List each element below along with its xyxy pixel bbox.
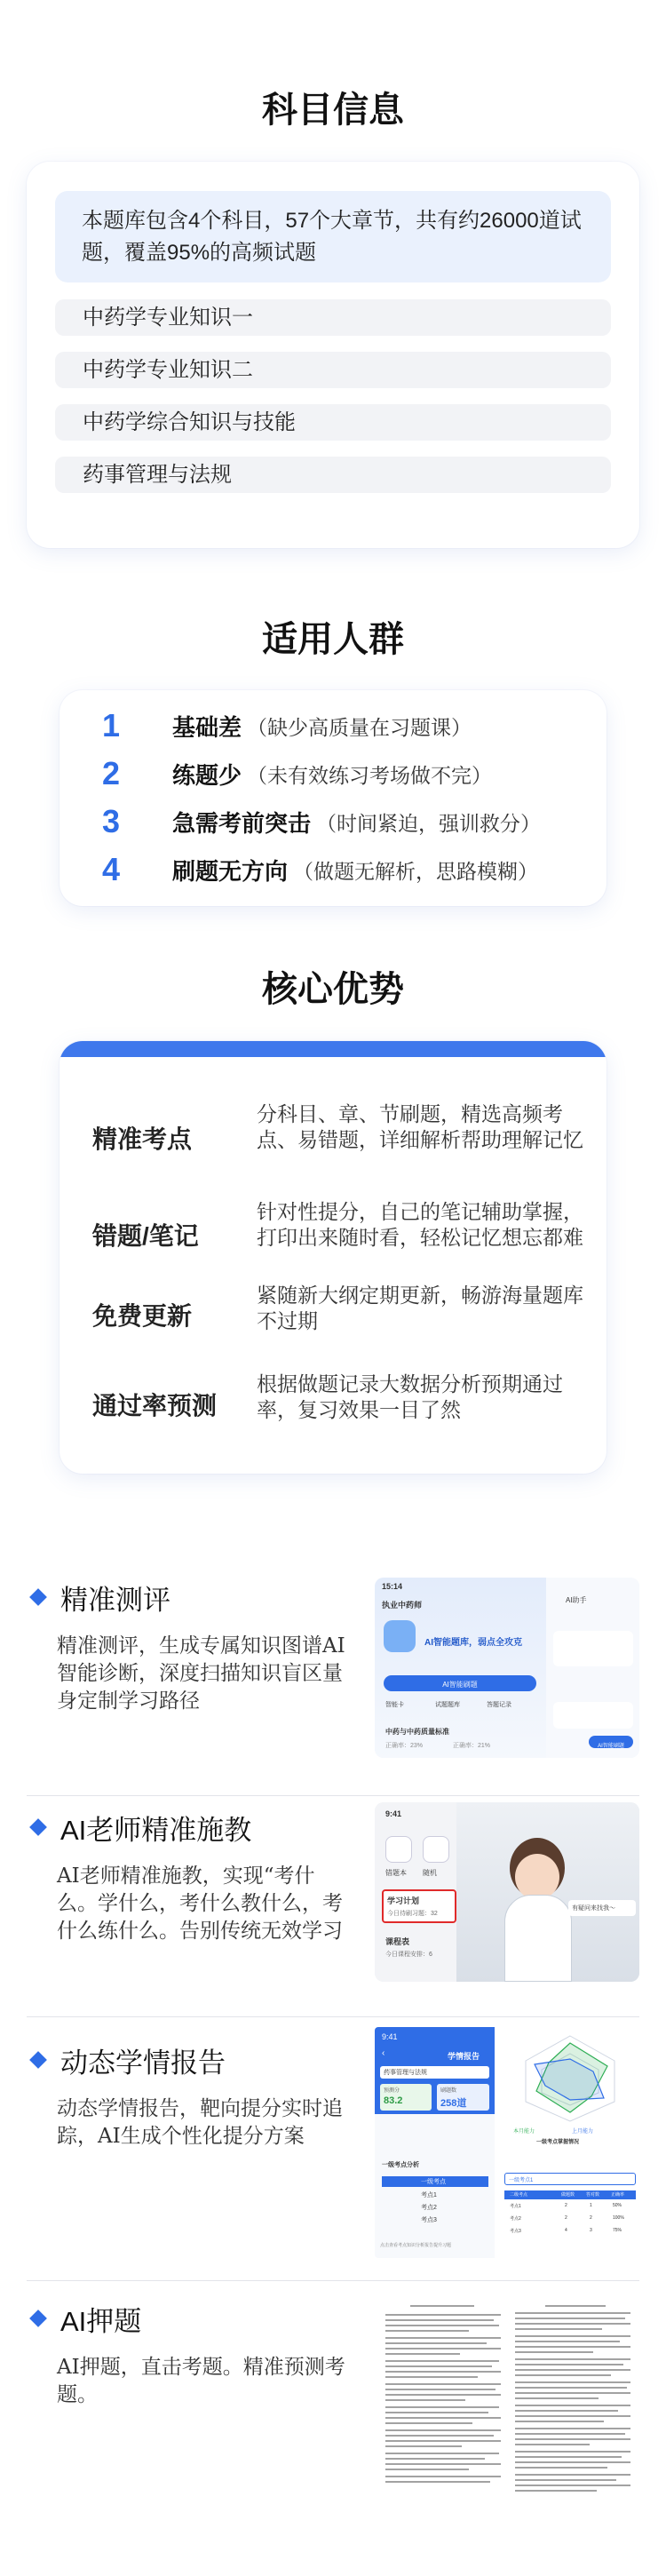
ai-teacher-panel (456, 1802, 639, 1982)
feature-name: 精准测评 (60, 1584, 170, 1616)
speech-bubble: 有疑问来找我～ (568, 1900, 636, 1916)
audience-heading: 急需考前突击 (172, 809, 312, 837)
mastery-row[interactable]: 考点1 2 1 50% (510, 2203, 622, 2209)
feature-description: 动态学情报告，靶向提分实时追踪，AI生成个性化提分方案 (57, 2097, 343, 2148)
diamond-bullet-icon (29, 1588, 47, 1606)
audience-heading: 基础差 (172, 713, 242, 741)
tile-label: 错题本 (385, 1869, 407, 1877)
feature-description: AI押题，直击考题。精准预测考题。 (57, 2356, 345, 2406)
report-title: 学情报告 (448, 2052, 480, 2061)
phone-screen (375, 1802, 456, 1982)
topic-select[interactable]: 一级考点1 (504, 2173, 636, 2185)
feature-description: AI老师精准施教，实现“考什么。学什么，考什么教什么，考什么练什么。告别传统无效学习 (57, 1864, 343, 1943)
chip[interactable]: 智能卡 (385, 1702, 404, 1708)
stat: 正确率：21% (453, 1743, 491, 1749)
robot-icon (384, 1620, 416, 1652)
subject-item[interactable]: 药事管理与法规 (55, 457, 611, 493)
advantage-name: 精准考点 (92, 1125, 193, 1153)
tile-label: 随机 (423, 1869, 437, 1877)
audience-number: 2 (102, 755, 121, 791)
random-icon[interactable] (423, 1836, 449, 1863)
course-subtitle: 今日课程安排：6 (385, 1952, 432, 1958)
stat: 正确率：23% (385, 1743, 424, 1749)
status-time: 9:41 (385, 1809, 402, 1818)
subject-select[interactable]: 药事管理与法规 (380, 2066, 489, 2079)
chip[interactable]: 答题记录 (487, 1702, 511, 1708)
chat-bubble (553, 1631, 633, 1666)
teacher-body (504, 1895, 572, 1982)
teacher-face (515, 1854, 559, 1900)
report-header (375, 2027, 495, 2114)
audience-number: 1 (102, 707, 121, 743)
panel-title: AI助手 (566, 1596, 587, 1604)
audience-number: 4 (102, 851, 121, 887)
advantage-name: 错题/笔记 (92, 1222, 199, 1250)
ai-teacher-screenshot (375, 1802, 639, 1982)
study-plan-card[interactable]: 学习计划 今日待刷习题：32 (382, 1889, 456, 1923)
section-divider (27, 1795, 639, 1796)
subject-item[interactable]: 中药学专业知识一 (55, 299, 611, 336)
audience-description: （未有效练习考场做不完） (247, 763, 493, 787)
mastery-row[interactable]: 考点3 4 3 75% (510, 2228, 622, 2234)
legend-item: 本月能力 (513, 2129, 535, 2135)
audience-description: （时间紧迫，强训救分） (316, 811, 542, 835)
back-icon[interactable]: ‹ (382, 2048, 385, 2058)
course-title[interactable]: 课程表 (385, 1937, 410, 1946)
radar-panel (501, 2027, 639, 2258)
mastery-table-header: 二级考点 做题数 答对数 正确率 (504, 2190, 636, 2199)
exam-paper-image (380, 2297, 636, 2501)
mastery-row[interactable]: 考点2 2 2 100% (510, 2215, 624, 2222)
section-divider (27, 2016, 639, 2017)
diamond-bullet-icon (29, 1818, 47, 1836)
feature-title (27, 2040, 226, 2079)
subjects-card (27, 162, 639, 548)
banner-text: AI智能题库，弱点全攻克 (424, 1638, 522, 1648)
advantages-title: 核心优势 (262, 970, 404, 1009)
ai-practice-button[interactable]: AI智能刷题 (384, 1675, 536, 1691)
subject-item[interactable]: 中药学综合知识与技能 (55, 404, 611, 441)
diamond-bullet-icon (29, 2051, 47, 2069)
table-row[interactable]: 考点1 (421, 2192, 437, 2198)
topic-item[interactable]: 中药与中药质量标准 (385, 1728, 449, 1736)
feature-name: AI老师精准施教 (60, 1814, 252, 1846)
table-row[interactable]: 考点3 (421, 2217, 437, 2223)
advantage-description: 针对性提分，自己的笔记辅助掌握，打印出来随时看，轻松记忆想忘都难 (257, 1200, 583, 1249)
advantage-name: 通过率预测 (92, 1392, 218, 1419)
panel-button[interactable]: AI智能刷题 (589, 1736, 633, 1748)
score-card: 预测分 83.2 (380, 2084, 432, 2111)
advantage-description: 根据做题记录大数据分析预期通过率，复习效果一目了然 (257, 1372, 563, 1421)
phone-screen (375, 1578, 546, 1758)
advantage-name: 免费更新 (92, 1302, 193, 1330)
feature-description: 精准测评，生成专属知识图谱AI智能诊断，深度扫描知识盲区量身定制学习路径 (57, 1634, 345, 1713)
section-label: 一级考点分析 (382, 2162, 419, 2168)
exam-paper-thumbnails (380, 2297, 636, 2501)
status-time: 15:14 (382, 1582, 403, 1591)
audience-number: 3 (102, 803, 121, 839)
advantage-description: 紧随新大纲定期更新，畅游海量题库不过期 (257, 1284, 583, 1332)
audience-item (59, 847, 607, 892)
audience-heading: 练题少 (172, 761, 242, 789)
feature-title (27, 1808, 251, 1847)
diamond-bullet-icon (29, 2310, 47, 2327)
audience-card (59, 690, 607, 906)
chat-bubble (553, 1702, 633, 1729)
advantages-accent-bar (59, 1041, 607, 1057)
phone-screen (375, 2027, 495, 2258)
advantages-card (59, 1041, 607, 1474)
status-time: 9:41 (382, 2032, 398, 2041)
app-name: 执业中药师 (382, 1601, 423, 1610)
count-card: 刷题数 258道 (437, 2084, 489, 2111)
section-divider (27, 2280, 639, 2281)
legend-item: 上月能力 (572, 2129, 594, 2135)
table-row[interactable]: 考点2 (421, 2205, 437, 2211)
audience-heading: 刷题无方向 (172, 857, 289, 885)
feature-title (27, 2299, 141, 2338)
feature-name: AI押题 (60, 2305, 142, 2337)
ai-assistant-panel (546, 1578, 639, 1758)
chip[interactable]: 试题题库 (435, 1702, 460, 1708)
audience-description: （缺少高质量在习题课） (247, 715, 472, 739)
assessment-app-screenshot (375, 1578, 639, 1758)
subjects-intro: 本题库包含4个科目，57个大章节，共有约26000道试题，覆盖95%的高频试题 (55, 191, 611, 282)
table-header: 一级考点 (382, 2176, 488, 2187)
feature-name: 动态学情报告 (60, 2047, 226, 2079)
audience-title: 适用人群 (262, 620, 404, 659)
audience-item (59, 751, 607, 796)
audience-item (59, 799, 607, 844)
wrong-book-icon[interactable] (385, 1836, 412, 1863)
subjects-title: 科目信息 (262, 91, 404, 130)
report-screenshot (375, 2027, 639, 2258)
radar-chart (501, 2027, 639, 2125)
audience-description: （做题无解析，思路模糊） (293, 859, 539, 883)
mastery-title: 一级考点掌握情况 (536, 2140, 580, 2145)
footnote: 点击查看考点知识分析报告提升习题 (380, 2243, 452, 2248)
subject-item[interactable]: 中药学专业知识二 (55, 352, 611, 388)
feature-title (27, 1578, 170, 1617)
audience-item (59, 704, 607, 748)
advantage-description: 分科目、章、节刷题，精选高频考点、易错题，详细解析帮助理解记忆 (257, 1102, 583, 1151)
